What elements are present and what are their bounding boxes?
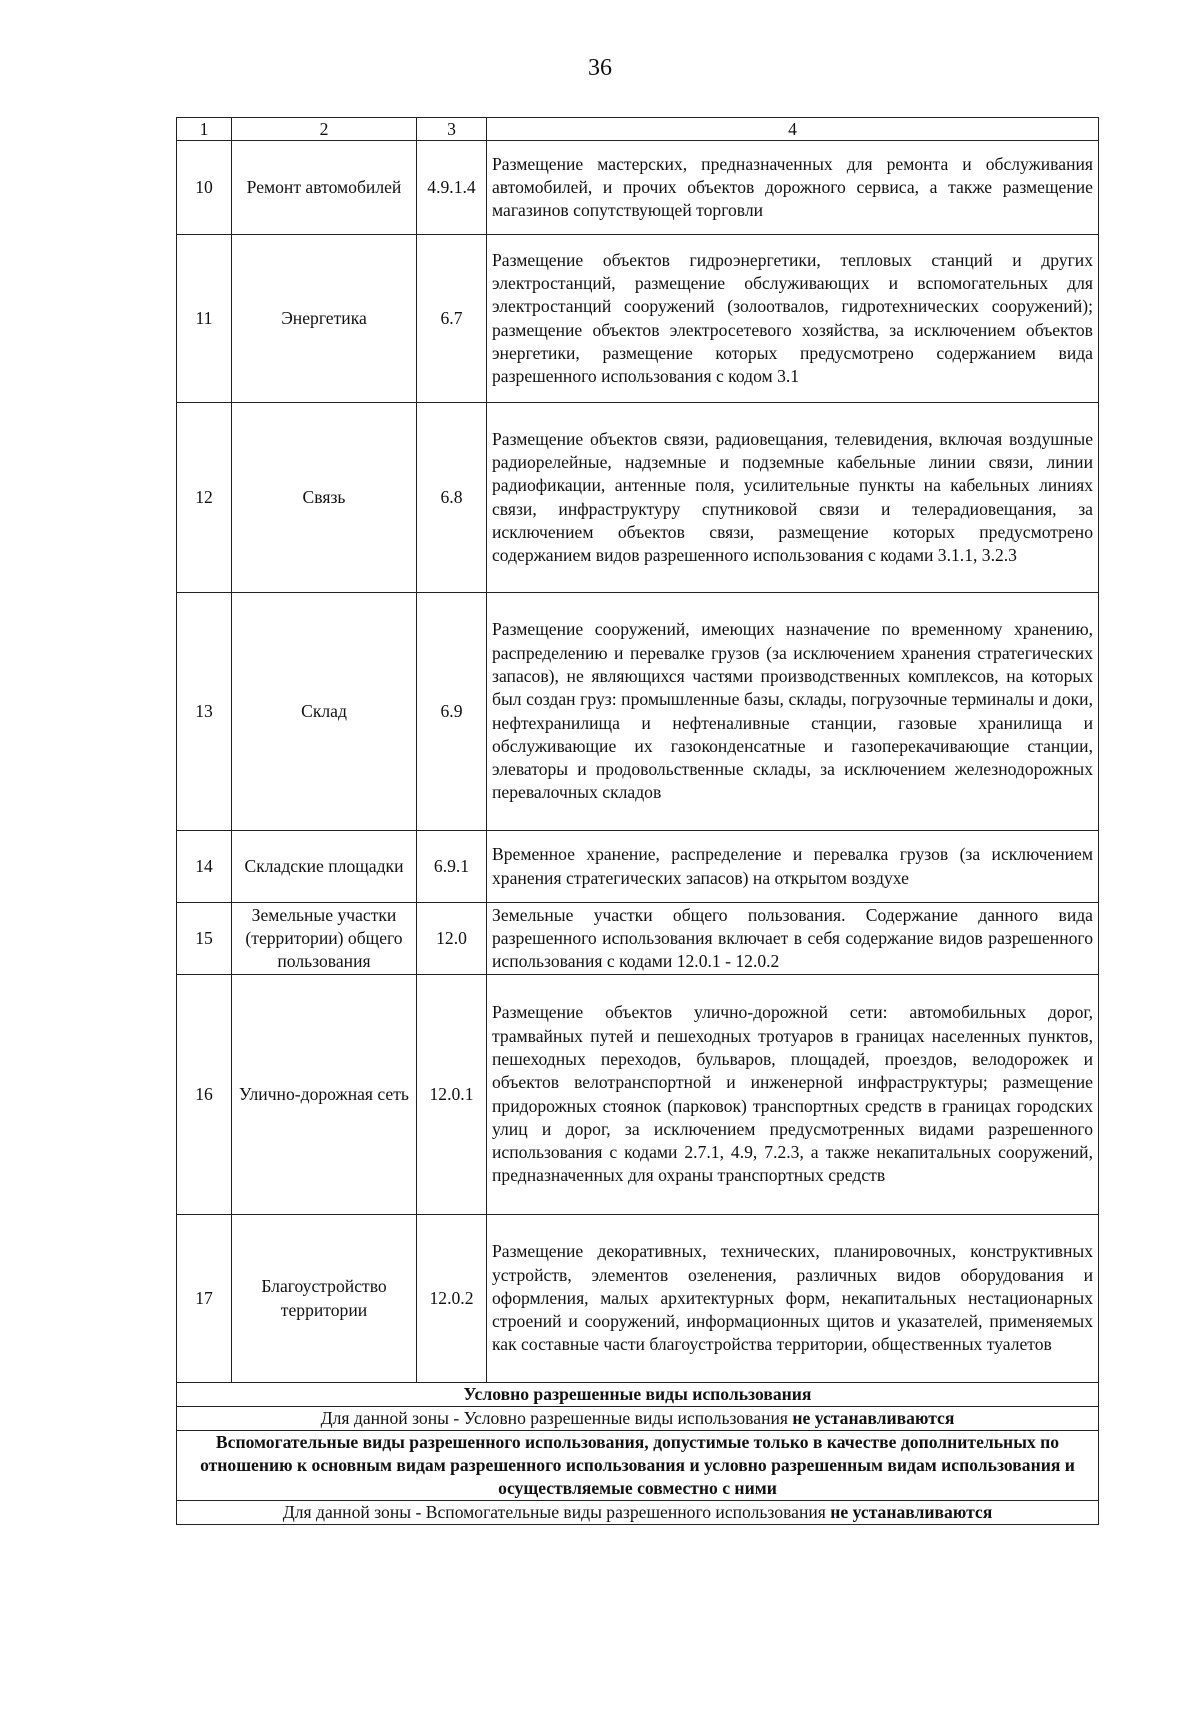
auxiliary-uses-note-text: Для данной зоны - Вспомогательные виды разрешенного использования — [282, 1502, 831, 1522]
conditional-uses-note-text: Для данной зоны - Условно разрешенные виды использования — [320, 1408, 793, 1428]
use-type-description: Размещение объектов гидроэнергетики, тепловых станций и других электростанций, размещение обслуживающих и вспомогательных для электростанций сооружений (золоотвалов, гидротехнических сооружений); размещение объектов электросетевого хозяйства, за исключением объектов энергетики, размещение которых предусмотрено содержанием вида разрешенного использования с кодом 3.1 — [487, 235, 1099, 403]
use-type-name: Земельные участки (территории) общего пользования — [232, 903, 417, 975]
auxiliary-uses-heading: Вспомогательные виды разрешенного использования, допустимые только в качестве дополнительных по отношению к основным видам разрешенного использования и условно разрешенным видам использования и осуществляемые совместно с ними — [177, 1431, 1099, 1501]
use-type-code: 6.9 — [417, 593, 487, 831]
auxiliary-uses-note-bold: не устанавливаются — [830, 1502, 993, 1522]
use-type-description: Размещение объектов связи, радиовещания, телевидения, включая воздушные радиорелейные, надземные и подземные кабельные линии связи, линии радиофикации, антенные поля, усилительные пункты на кабельных линиях связи, инфраструктуру спутниковой связи и телерадиовещания, за исключением объектов связи, размещение которых предусмотрено содержанием видов разрешенного использования с кодами 3.1.1, 3.2.3 — [487, 403, 1099, 593]
use-type-name: Ремонт автомобилей — [232, 141, 417, 235]
row-number: 11 — [177, 235, 232, 403]
table-row — [177, 593, 1099, 831]
section-row — [177, 1431, 1099, 1501]
row-number: 17 — [177, 1215, 232, 1383]
header-col-2: 2 — [232, 118, 417, 141]
header-col-4: 4 — [487, 118, 1099, 141]
use-type-name: Улично-дорожная сеть — [232, 975, 417, 1215]
table-row — [177, 235, 1099, 403]
use-type-code: 12.0 — [417, 903, 487, 975]
use-type-code: 12.0.2 — [417, 1215, 487, 1383]
use-type-code: 4.9.1.4 — [417, 141, 487, 235]
row-number: 10 — [177, 141, 232, 235]
conditional-uses-heading — [177, 1383, 1099, 1407]
section-row — [177, 1383, 1099, 1407]
table-row — [177, 403, 1099, 593]
use-type-code: 6.7 — [417, 235, 487, 403]
land-use-table — [176, 117, 1099, 1525]
row-number: 14 — [177, 831, 232, 903]
row-number: 16 — [177, 975, 232, 1215]
row-number: 15 — [177, 903, 232, 975]
use-type-code: 6.9.1 — [417, 831, 487, 903]
table-row — [177, 975, 1099, 1215]
conditional-uses-note — [177, 1407, 1099, 1431]
use-type-description: Временное хранение, распределение и перевалка грузов (за исключением хранения стратегических запасов) на открытом воздухе — [487, 831, 1099, 903]
use-type-description: Размещение мастерских, предназначенных для ремонта и обслуживания автомобилей, и прочих объектов дорожного сервиса, а также размещение магазинов сопутствующей торговли — [487, 141, 1099, 235]
table-row — [177, 831, 1099, 903]
use-type-name: Склад — [232, 593, 417, 831]
table-header-row — [177, 118, 1099, 141]
use-type-name: Благоустройство территории — [232, 1215, 417, 1383]
section-row — [177, 1407, 1099, 1431]
header-col-1: 1 — [177, 118, 232, 141]
section-row — [177, 1501, 1099, 1525]
table-row — [177, 141, 1099, 235]
use-type-description: Размещение декоративных, технических, планировочных, конструктивных устройств, элементов озеленения, различных видов оборудования и оформления, малых архитектурных форм, некапитальных нестационарных строений и сооружений, информационных щитов и указателей, применяемых как составные части благоустройства территории, общественных туалетов — [487, 1215, 1099, 1383]
use-type-description: Размещение объектов улично-дорожной сети: автомобильных дорог, трамвайных путей и пешеходных тротуаров в границах населенных пунктов, пешеходных переходов, бульваров, площадей, проездов, велодорожек и объектов велотранспортной и инженерной инфраструктуры; размещение придорожных стоянок (парковок) транспортных средств в границах городских улиц и дорог, за исключением предусмотренных видами разрешенного использования с кодами 2.7.1, 4.9, 7.2.3, а также некапитальных сооружений, предназначенных для охраны транспортных средств — [487, 975, 1099, 1215]
table-row — [177, 903, 1099, 975]
use-type-code: 6.8 — [417, 403, 487, 593]
table-row — [177, 1215, 1099, 1383]
use-type-code: 12.0.1 — [417, 975, 487, 1215]
use-type-name: Связь — [232, 403, 417, 593]
use-type-description: Размещение сооружений, имеющих назначение по временному хранению, распределению и перевалке грузов (за исключением хранения стратегических запасов), не являющихся частями производственных комплексов, на которых был создан груз: промышленные базы, склады, погрузочные терминалы и доки, нефтехранилища и нефтеналивные станции, газовые хранилища и обслуживающие их газоконденсатные и газоперекачивающие станции, элеваторы и продовольственные склады, за исключением железнодорожных перевалочных складов — [487, 593, 1099, 831]
use-type-name: Энергетика — [232, 235, 417, 403]
row-number: 12 — [177, 403, 232, 593]
conditional-uses-title: Условно разрешенные виды использования — [463, 1384, 812, 1404]
header-col-3: 3 — [417, 118, 487, 141]
auxiliary-uses-note — [177, 1501, 1099, 1525]
use-type-name: Складские площадки — [232, 831, 417, 903]
conditional-uses-note-bold: не устанавливаются — [792, 1408, 955, 1428]
row-number: 13 — [177, 593, 232, 831]
page-number: 36 — [588, 55, 612, 81]
use-type-description: Земельные участки общего пользования. Содержание данного вида разрешенного использования включает в себя содержание видов разрешенного использования с кодами 12.0.1 - 12.0.2 — [487, 903, 1099, 975]
